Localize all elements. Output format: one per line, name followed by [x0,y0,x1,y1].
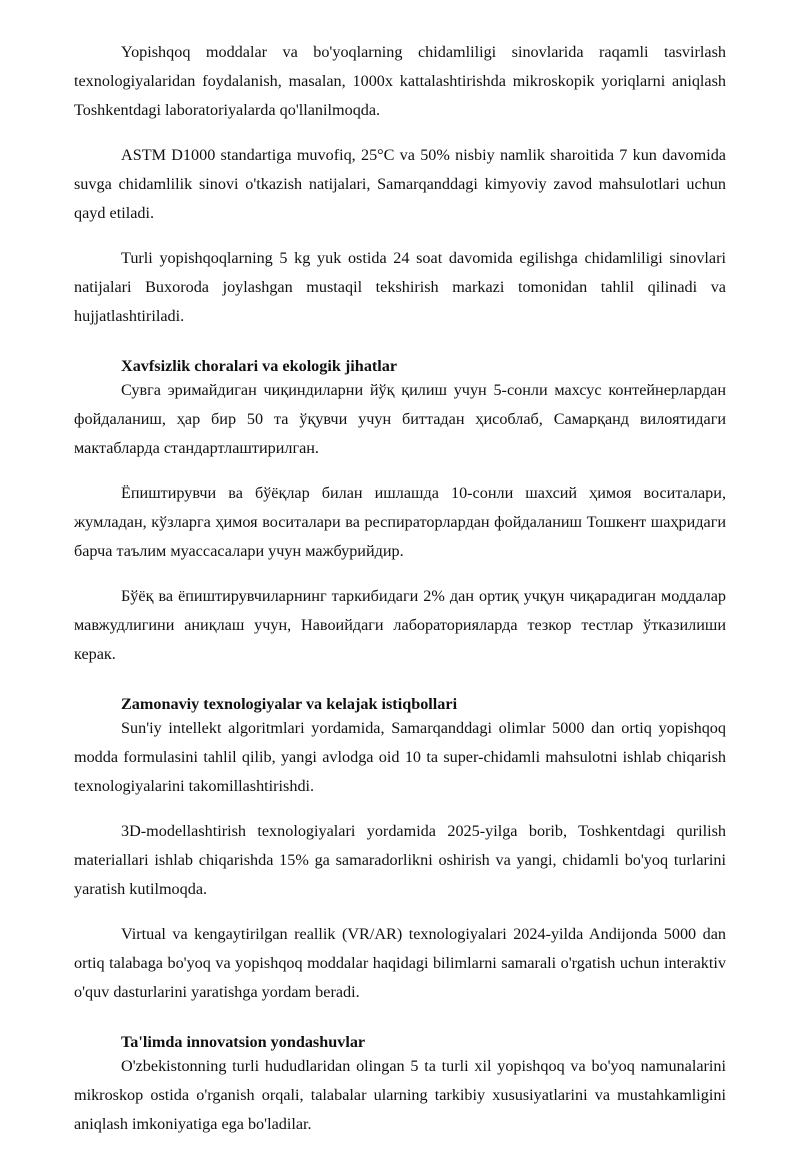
paragraph: ASTM D1000 standartiga muvofiq, 25°C va 50% nisbiy namlik sharoitida 7 kun davomida suvga chidamlilik sinovi o'tkazish natijalari, Samarqanddagi kimyoviy zavod mahsulotlari uchun qayd etiladi. [74,146,726,222]
paragraph: Бўёқ ва ёпиштирувчиларнинг таркибидаги 2% дан ортиқ учқун чиқарадиган моддалар мавжудлигини аниқлаш учун, Навоийдаги лабораторияларда тезкор тестлар ўтказилиши керак. [74,587,726,663]
paragraph: Sun'iy intellekt algoritmlari yordamida, Samarqanddagi olimlar 5000 dan ortiq yopishqoq modda formulasini tahlil qilib, yangi avlodga oid 10 ta super-chidamli mahsulotni ishlab chiqarish texnologiyalarini takomillashtirishdi. [74,719,726,795]
section-heading: Xavfsizlik choralari va ekologik jihatlar [121,357,398,375]
paragraph: Сувга эримайдиган чиқиндиларни йўқ қилиш учун 5-сонли махсус контейнерлардан фойдаланиш, ҳар бир 50 та ўқувчи учун биттадан ҳисоблаб, Самарқанд вилоятидаги мактабларда стандартлаштирилган. [74,381,726,457]
paragraph: O'zbekistonning turli hududlaridan olingan 5 ta turli xil yopishqoq va bo'yoq namunalarini mikroskop ostida o'rganish orqali, talabalar ularning tarkibiy xususiyatlarini va mustahkamligini aniqlash imkoniyatiga ega bo'ladilar. [74,1057,726,1133]
paragraph: Ёпиштирувчи ва бўёқлар билан ишлашда 10-сонли шахсий ҳимоя воситалари, жумладан, кўзларга ҳимоя воситалари ва респираторлардан фойдаланиш Тошкент шаҳридаги барча таълим муассасалари учун мажбурийдир. [74,484,726,560]
section-heading: Zamonaviy texnologiyalar va kelajak istiqbollari [121,695,458,713]
paragraph: Yopishqoq moddalar va bo'yoqlarning chidamliligi sinovlarida raqamli tasvirlash texnologiyalaridan foydalanish, masalan, 1000x kattalashtirishda mikroskopik yoriqlarni aniqlash Toshkentdagi laboratoriyalarda qo'llanilmoqda. [74,43,726,119]
paragraph: Virtual va kengaytirilgan reallik (VR/AR) texnologiyalari 2024-yilda Andijonda 5000 dan ortiq talabaga bo'yoq va yopishqoq moddalar haqidagi bilimlarni samarali o'rgatish uchun interaktiv o'quv dasturlarini yaratishga yordam beradi. [74,925,726,1001]
section-heading: Ta'limda innovatsion yondashuvlar [121,1033,366,1051]
paragraph: 3D-modellashtirish texnologiyalari yordamida 2025-yilga borib, Toshkentdagi qurilish materiallari ishlab chiqarishda 15% ga samaradorlikni oshirish va yangi, chidamli bo'yoq turlarini yaratish kutilmoqda. [74,822,726,898]
paragraph: Turli yopishqoqlarning 5 kg yuk ostida 24 soat davomida egilishga chidamliligi sinovlari natijalari Buxoroda joylashgan mustaqil tekshirish markazi tomonidan tahlil qilinadi va hujjatlashtiriladi. [74,249,726,325]
document-page [74,38,726,1155]
